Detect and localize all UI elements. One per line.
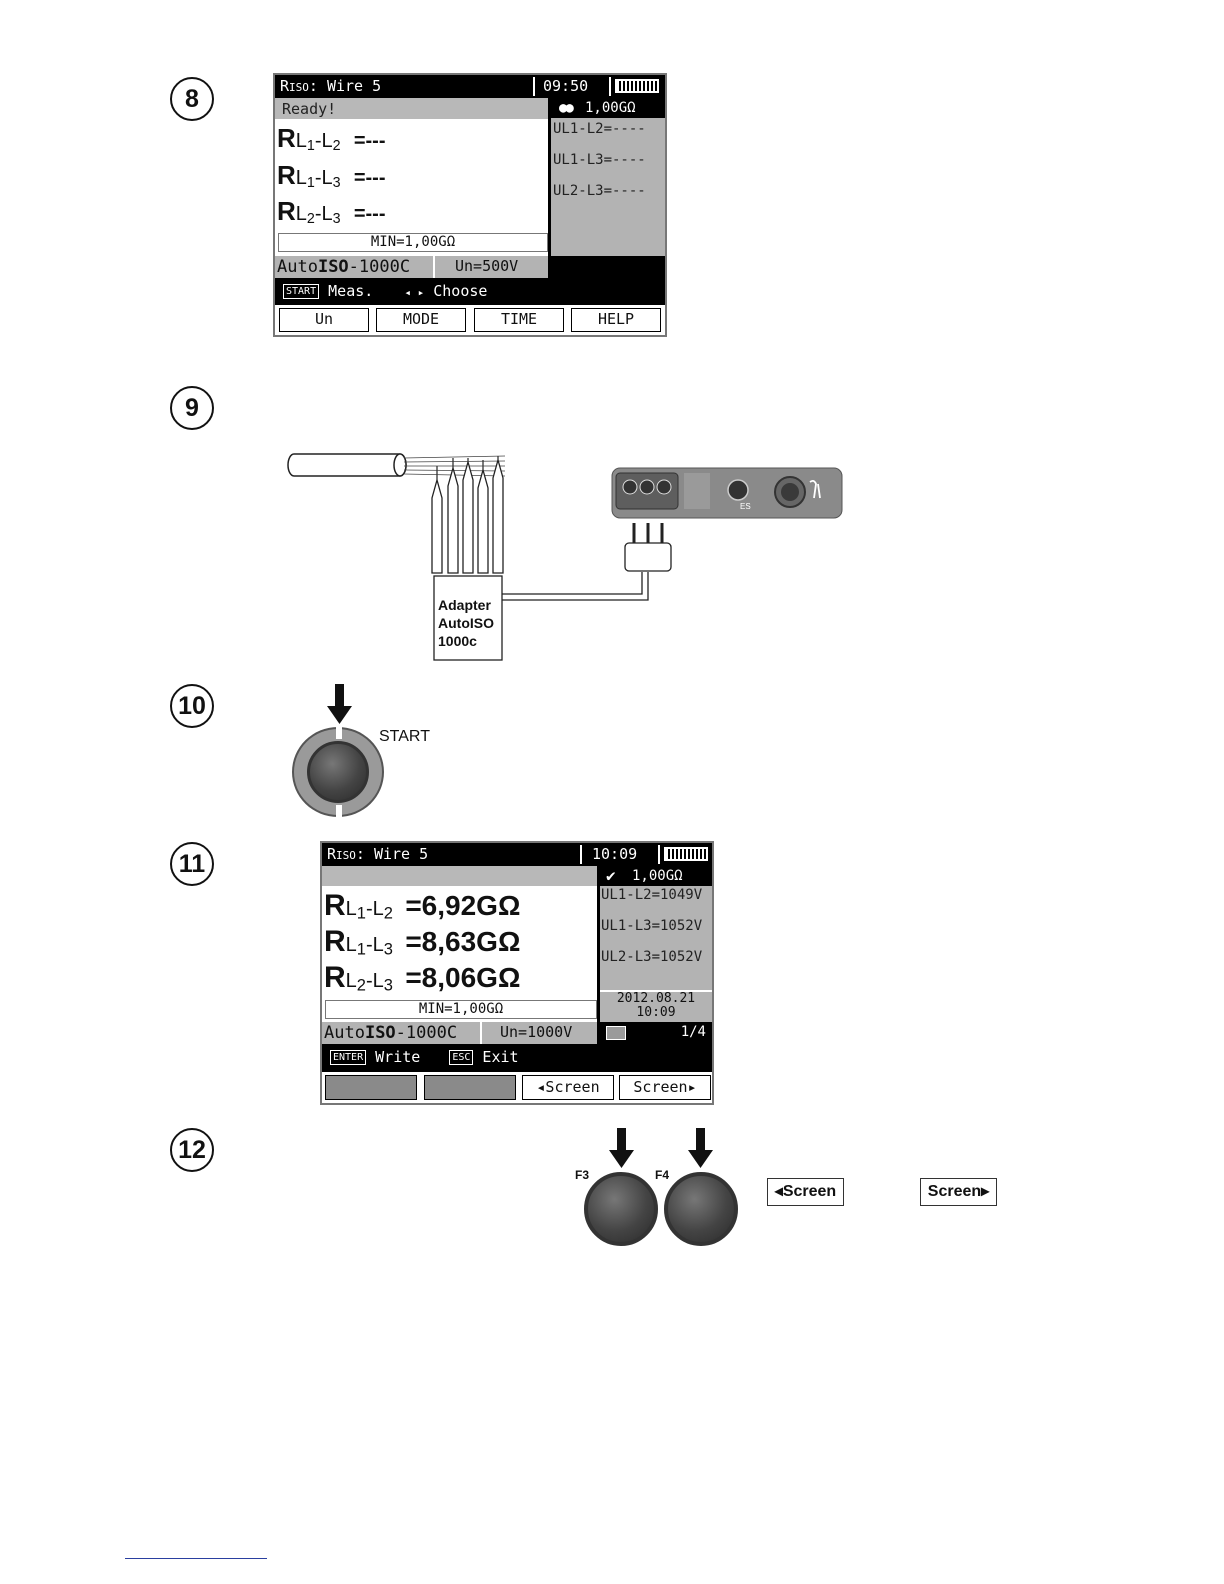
screen-title: RISO: Wire 5 [280,77,382,95]
screen-title-bar [275,75,665,98]
f3-label: F3 [575,1168,590,1182]
enter-key-icon: ENTER [330,1050,366,1065]
voltage-l1-l2: UL1-L2=---- [553,121,646,137]
plug-icon [625,523,671,571]
status-bar [322,866,597,886]
clock-time: 10:09 [592,845,638,863]
measurement-datetime: 2012.08.21 10:09 [616,991,696,1020]
side-threshold: ●● 1,00GΩ [551,98,665,118]
fkey-prev-screen[interactable]: ◂Screen [522,1075,614,1100]
press-arrow-icon [686,1128,716,1170]
battery-icon [615,79,659,93]
side-threshold-pass: ✔ 1,00GΩ [600,866,712,886]
voltage-l2-l3: UL2-L3=---- [553,183,646,199]
screen-title-bar [322,843,712,866]
cable-icon [288,454,505,476]
step-number-12: 12 [170,1128,214,1172]
resistance-l1-l2: $RL_1-L_2$ =--- [277,123,386,154]
socket-label: ES [740,502,751,511]
next-screen-button[interactable]: Screen▸ [920,1178,997,1206]
press-arrow-icon [607,1128,637,1170]
f4-button[interactable] [664,1172,738,1246]
start-label: START [379,728,430,745]
f3-button[interactable] [584,1172,658,1246]
footnote-divider [125,1558,267,1559]
esc-key-icon: ESC [449,1050,473,1065]
fkey-un[interactable]: Un [279,308,369,332]
page-indicator: 1/4 [600,1022,712,1044]
voltage-l2-l3: UL2-L3=1052V [601,949,703,965]
probe-icon [432,456,503,573]
arrow-keys-icon: ◂ ▸ [404,286,425,299]
fkey-next-screen[interactable]: Screen▸ [619,1075,711,1100]
step-number-10: 10 [170,684,214,728]
resistance-l1-l2: $RL_1-L_2 =6,92G\Omega$ [324,889,521,923]
press-arrow-icon [325,684,355,726]
voltage-l1-l3: UL1-L3=---- [553,152,646,168]
test-voltage: Un=1000V [500,1023,573,1041]
resistance-l2-l3: $RL_2-L_3 =8,06G\Omega$ [324,961,521,995]
f4-label: F4 [655,1168,670,1182]
graph-icon [606,1026,626,1040]
min-threshold: MIN=1,00GΩ [278,233,548,252]
screen-title: RISO: Wire 5 [327,845,429,863]
adapter-model-row: AutoISO-1000C Un=1000V [322,1022,597,1044]
checkmark-icon: ✔ [606,866,616,885]
resistance-l1-l3: $RL_1-L_3$ =--- [277,160,386,191]
battery-icon [664,847,708,861]
fkey-mode[interactable]: MODE [376,308,466,332]
fkey-help[interactable]: HELP [571,308,661,332]
status-text: Ready! [275,98,548,119]
adapter-label: Adapter AutoISO 1000c [438,597,494,649]
test-voltage: Un=500V [455,257,519,275]
voltage-l1-l3: UL1-L3=1052V [601,918,703,934]
hint-row: ENTER Write ESC Exit [330,1048,519,1066]
connection-diagram [280,440,860,670]
prev-screen-button[interactable]: ◂Screen [767,1178,844,1206]
fkey-f1-empty[interactable] [325,1075,417,1100]
fkey-time[interactable]: TIME [474,308,564,332]
hint-row: START Meas. ◂ ▸ Choose [283,282,487,300]
start-key-icon: START [283,284,319,299]
step-number-9: 9 [170,386,214,430]
clock-time: 09:50 [543,77,589,95]
step-number-11: 11 [170,842,214,886]
meter-socket-panel-icon [612,468,842,518]
step-number-8: 8 [170,77,214,121]
resistance-l1-l3: $RL_1-L_3 =8,63G\Omega$ [324,925,521,959]
resistance-l2-l3: $RL_2-L_3$ =--- [277,196,386,227]
min-threshold: MIN=1,00GΩ [325,1000,597,1019]
voltage-l1-l2: UL1-L2=1049V [601,887,703,903]
fkey-f2-empty[interactable] [424,1075,516,1100]
device-screen-result [320,841,714,1105]
device-screen-ready [273,73,667,337]
adapter-model-row: AutoISO-1000C Un=500V [275,256,548,278]
probe-icon: ●● [559,100,572,116]
start-button[interactable] [307,741,369,803]
